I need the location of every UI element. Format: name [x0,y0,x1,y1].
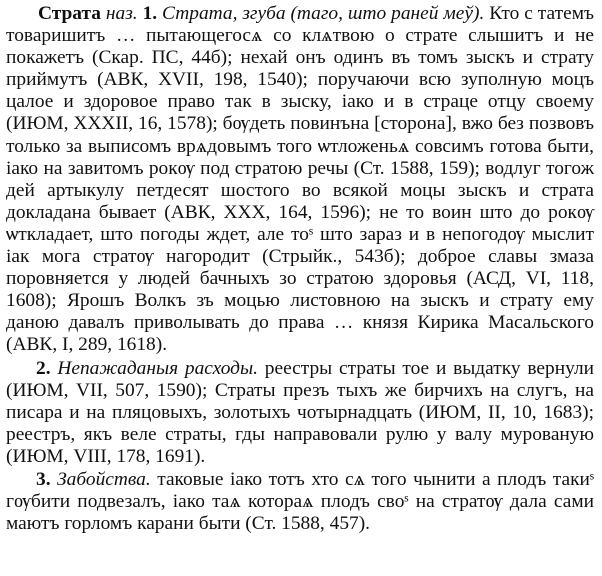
sense-2-paragraph [6,358,594,468]
headword: Страта [38,3,101,24]
sense-3-citations: таковые іако тотъ хто сѧ того чынити а плодъ такиˢ гѹбити подвезалъ, іако таѧ котораѧ плодъ своˢ на стратѹ дала сами маютъ горломъ карани быти (Ст. 1588, 457). [6,468,594,535]
part-of-speech: наз. [105,3,138,24]
sense-1-number: 1. [142,3,158,24]
sense-2-number: 2. [36,357,51,379]
sense-2-citations: реестры страты тое и выдатку вернули (ИЮМ, VII, 507, 1590); Страты презъ тыхъ же бирчихъ на слугъ, на писара и на пляцовыхъ, золотыхъ чотырнадцать (ИЮМ, II, 10, 1683); реестръ, якъ веле страты, гды направовали рулю у валу мурованую (ИЮМ, VIII, 178, 1691). [6,357,594,467]
sense-3-gloss: Забойства. [57,468,151,490]
sense-2-gloss: Непажаданыя расходы. [57,357,258,379]
sense-1-paragraph [6,3,594,357]
sense-3-number: 3. [36,468,51,490]
sense-1-citations: Кто с татемъ товаришитъ … пытающегосѧ со клѧтвою о страте слышитъ и не покажетъ (Скар. ПС, 44б); нехай онъ одинъ въ томъ зыскъ и страту приймутъ (АВК, XVII, 198, 1540); поручаючи всю зуполную моцъ цалое и здоровое право так в зыску, іако и в страце отцу своему (ИЮМ, XXXII, 16, 1578); бѹдеть повинъна [сторона], вжо без позвовъ только за выписомъ врѧдовымъ того ѡтложеньѧ совсимъ готова быти, іако на завитомъ рокѹ под стратою речы (Ст. 1588, 159); водлуг тогож дей артыкулу петдесят шостого во всякой моцы зыскъ и страта докладана бывает (АВК, XXX, 164, 1596); не то воин што до рокѹ ѡткладает, што погоды ждет, але тоˢ што зараз и в непогодѹ мыслит іак мога стратѹ нагородит (Стрыйк., 543б); доброе славы змаза поровняется у людей бачныхъ зо стратою здоровья (АСД, VI, 118, 1608); Ярошъ Волкъ зъ моцью листовною на зыскъ и страту ему даною давалъ приволывать до права … князя Кирика Масальского (АВК, I, 289, 1618). [6,3,594,356]
sense-1-gloss: Страта, згуба (таго, што раней меў). [162,3,485,24]
sense-3-paragraph [6,469,594,535]
